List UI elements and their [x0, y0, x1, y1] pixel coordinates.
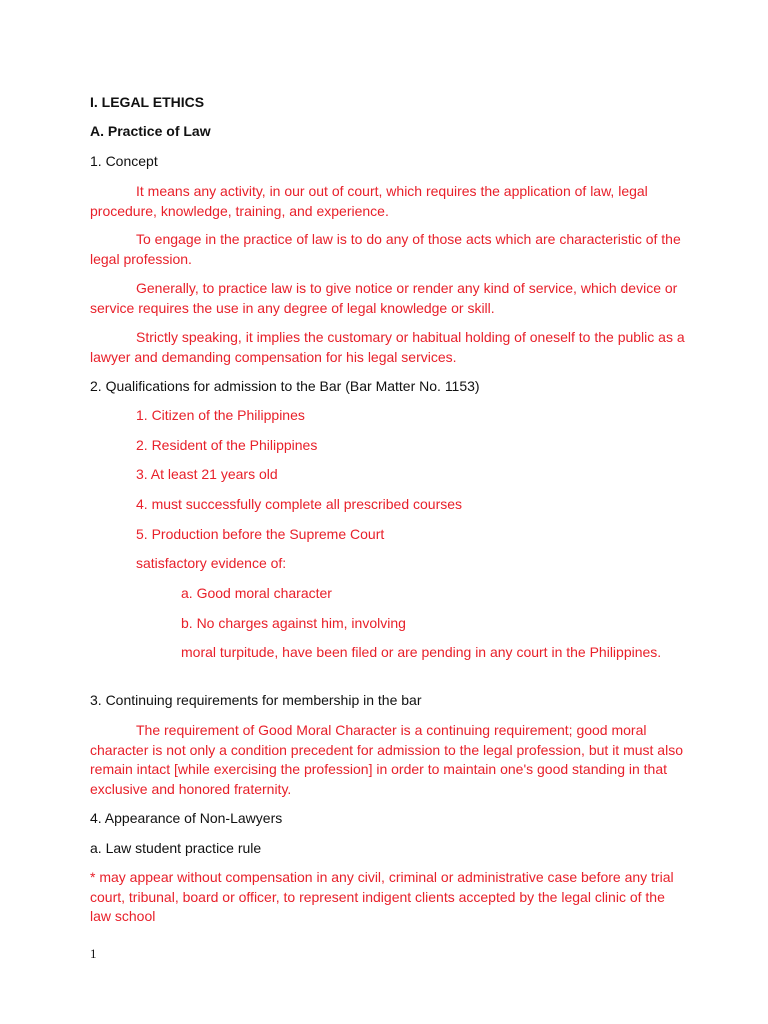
heading-legal-ethics: I. LEGAL ETHICS	[90, 94, 205, 110]
concept-paragraph-1: It means any activity, in our out of court, which requires the application of law, legal procedure, knowledge, training, and experience.	[90, 183, 648, 219]
non-lawyers-label: 4. Appearance of Non-Lawyers	[90, 810, 283, 826]
qualification-item: 4. must successfully complete all prescribed courses	[136, 496, 463, 512]
qualification-item: 5. Production before the Supreme Court	[136, 526, 385, 542]
concept-label: 1. Concept	[90, 153, 158, 169]
evidence-item: b. No charges against him, involving	[181, 615, 406, 631]
page-number: 1	[90, 946, 97, 961]
concept-paragraph-2: To engage in the practice of law is to do any of those acts which are characteristic of the legal profession.	[90, 231, 681, 267]
qualification-item: 3. At least 21 years old	[136, 466, 278, 482]
law-student-paragraph: * may appear without compensation in any civil, criminal or administrative case before any trial court, tribunal, board or officer, to represent indigent clients accepted by the legal clinic of the law school	[90, 869, 674, 924]
concept-paragraph-4: Strictly speaking, it implies the customary or habitual holding of oneself to the public as a lawyer and demanding compensation for his legal services.	[90, 329, 685, 365]
qualifications-label: 2. Qualifications for admission to the Bar (Bar Matter No. 1153)	[90, 378, 480, 394]
evidence-item: a. Good moral character	[181, 585, 332, 601]
continuing-paragraph: The requirement of Good Moral Character is a continuing requirement; good moral character is not only a condition precedent for admission to the legal profession, but it must also remain intact [while exercising the profession] in order to maintain one's good standing in that exclusive and honored fraternity.	[90, 722, 683, 797]
qualification-item: 1. Citizen of the Philippines	[136, 407, 305, 423]
heading-practice-of-law: A. Practice of Law	[90, 123, 211, 139]
law-student-label: a. Law student practice rule	[90, 840, 262, 856]
qualification-item: 2. Resident of the Philippines	[136, 437, 318, 453]
concept-paragraph-3: Generally, to practice law is to give notice or render any kind of service, which device or service requires the use in any degree of legal knowledge or skill.	[90, 280, 678, 316]
evidence-item: moral turpitude, have been filed or are pending in any court in the Philippines.	[181, 644, 662, 660]
continuing-label: 3. Continuing requirements for membership in the bar	[90, 692, 422, 708]
evidence-label: satisfactory evidence of:	[136, 555, 287, 571]
